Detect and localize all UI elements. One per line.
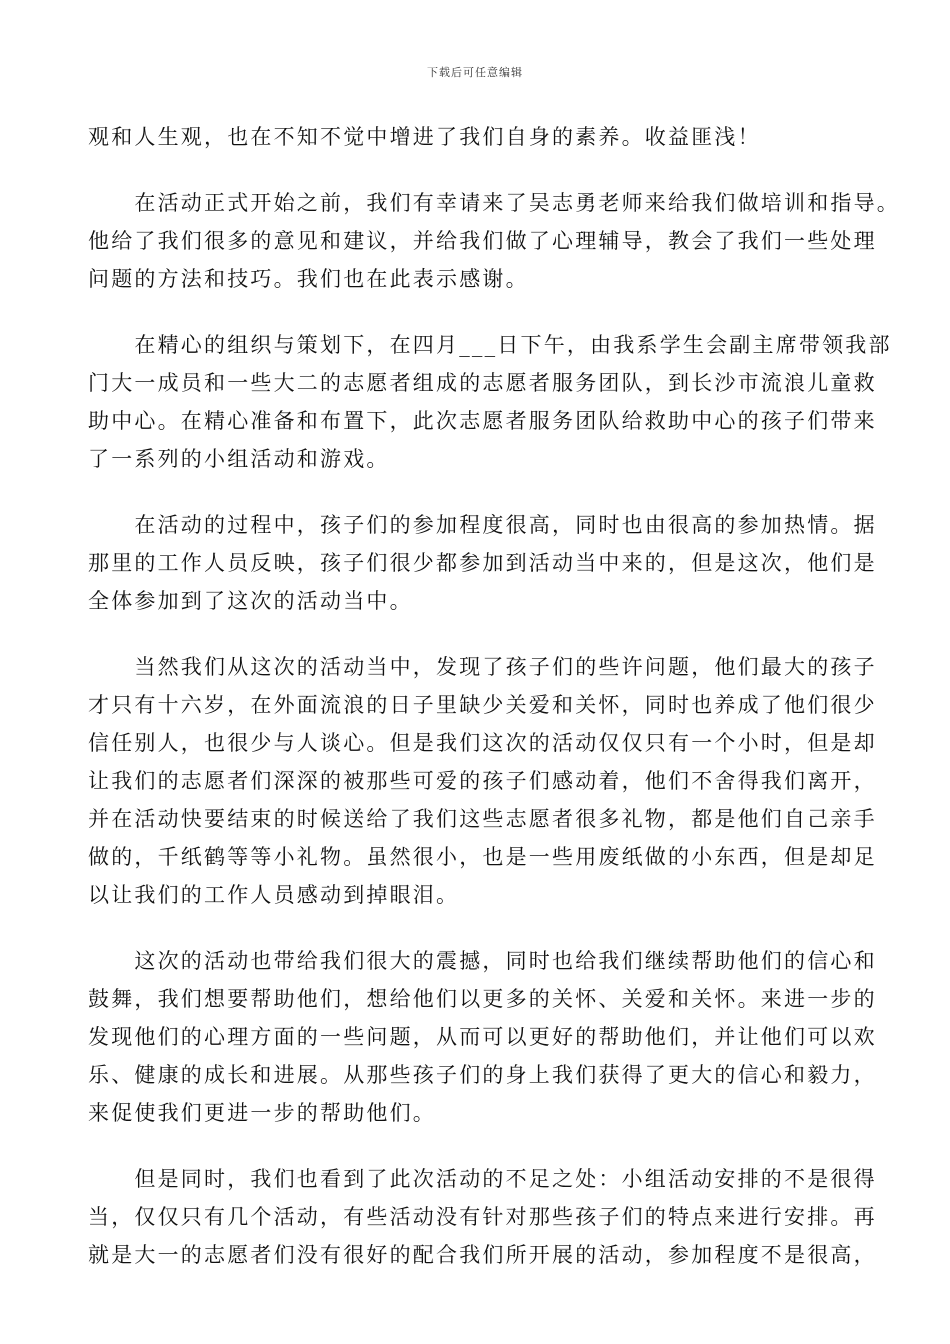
page-header: 下载后可任意编辑 [427,66,523,79]
text-line: 并在活动快要结束的时候送给了我们这些志愿者很多礼物，都是他们自己亲手 [88,807,877,831]
text-line: 他给了我们很多的意见和建议，并给我们做了心理辅导，教会了我们一些处理 [88,229,877,253]
paragraph [88,184,900,298]
text-line: 在活动正式开始之前，我们有幸请来了吴志勇老师来给我们做培训和指导。 [88,191,900,215]
text-line: 全体参加到了这次的活动当中。 [88,589,413,613]
text-line: 乐、健康的成长和进展。从那些孩子们的身上我们获得了更大的信心和毅力， [88,1063,877,1087]
text-line: 观和人生观，也在不知不觉中增进了我们自身的素养。收益匪浅！ [88,125,761,149]
text-line: 来促使我们更进一步的帮助他们。 [88,1101,436,1125]
text-line: 做的，千纸鹤等等小礼物。虽然很小，也是一些用废纸做的小东西，但是却足 [88,845,877,869]
document-body [88,118,900,1274]
text-line: 让我们的志愿者们深深的被那些可爱的孩子们感动着，他们不舍得我们离开， [88,769,877,793]
text-line: 在活动的过程中，孩子们的参加程度很高，同时也由很高的参加热情。据 [88,513,877,537]
paragraph [88,506,877,620]
text-line: 但是同时，我们也看到了此次活动的不足之处：小组活动安排的不是很得 [88,1167,877,1191]
paragraph [88,326,892,478]
text-line: 在精心的组织与策划下，在四月___日下午，由我系学生会副主席带领我部 [88,333,892,357]
text-line: 了一系列的小组活动和游戏。 [88,447,390,471]
text-line: 才只有十六岁，在外面流浪的日子里缺少关爱和关怀，同时也养成了他们很少 [88,693,877,717]
text-line: 发现他们的心理方面的一些问题，从而可以更好的帮助他们，并让他们可以欢 [88,1025,877,1049]
text-line: 当然我们从这次的活动当中，发现了孩子们的些许问题，他们最大的孩子 [88,655,877,679]
paragraph [88,1160,877,1274]
text-line: 以让我们的工作人员感动到掉眼泪。 [88,883,460,907]
text-line: 就是大一的志愿者们没有很好的配合我们所开展的活动，参加程度不是很高， [88,1243,877,1267]
paragraph [88,118,870,156]
paragraph [88,648,877,914]
paragraph [88,942,877,1132]
text-line: 问题的方法和技巧。我们也在此表示感谢。 [88,267,529,291]
text-line: 那里的工作人员反映，孩子们很少都参加到活动当中来的，但是这次，他们是 [88,551,877,575]
text-line: 信任别人，也很少与人谈心。但是我们这次的活动仅仅只有一个小时，但是却 [88,731,877,755]
text-line: 门大一成员和一些大二的志愿者组成的志愿者服务团队，到长沙市流浪儿童救 [88,371,877,395]
text-line: 鼓舞，我们想要帮助他们，想给他们以更多的关怀、关爱和关怀。来进一步的 [88,987,877,1011]
text-line: 这次的活动也带给我们很大的震撼，同时也给我们继续帮助他们的信心和 [88,949,877,973]
text-line: 当，仅仅只有几个活动，有些活动没有针对那些孩子们的特点来进行安排。再 [88,1205,877,1229]
text-line: 助中心。在精心准备和布置下，此次志愿者服务团队给救助中心的孩子们带来 [88,409,877,433]
